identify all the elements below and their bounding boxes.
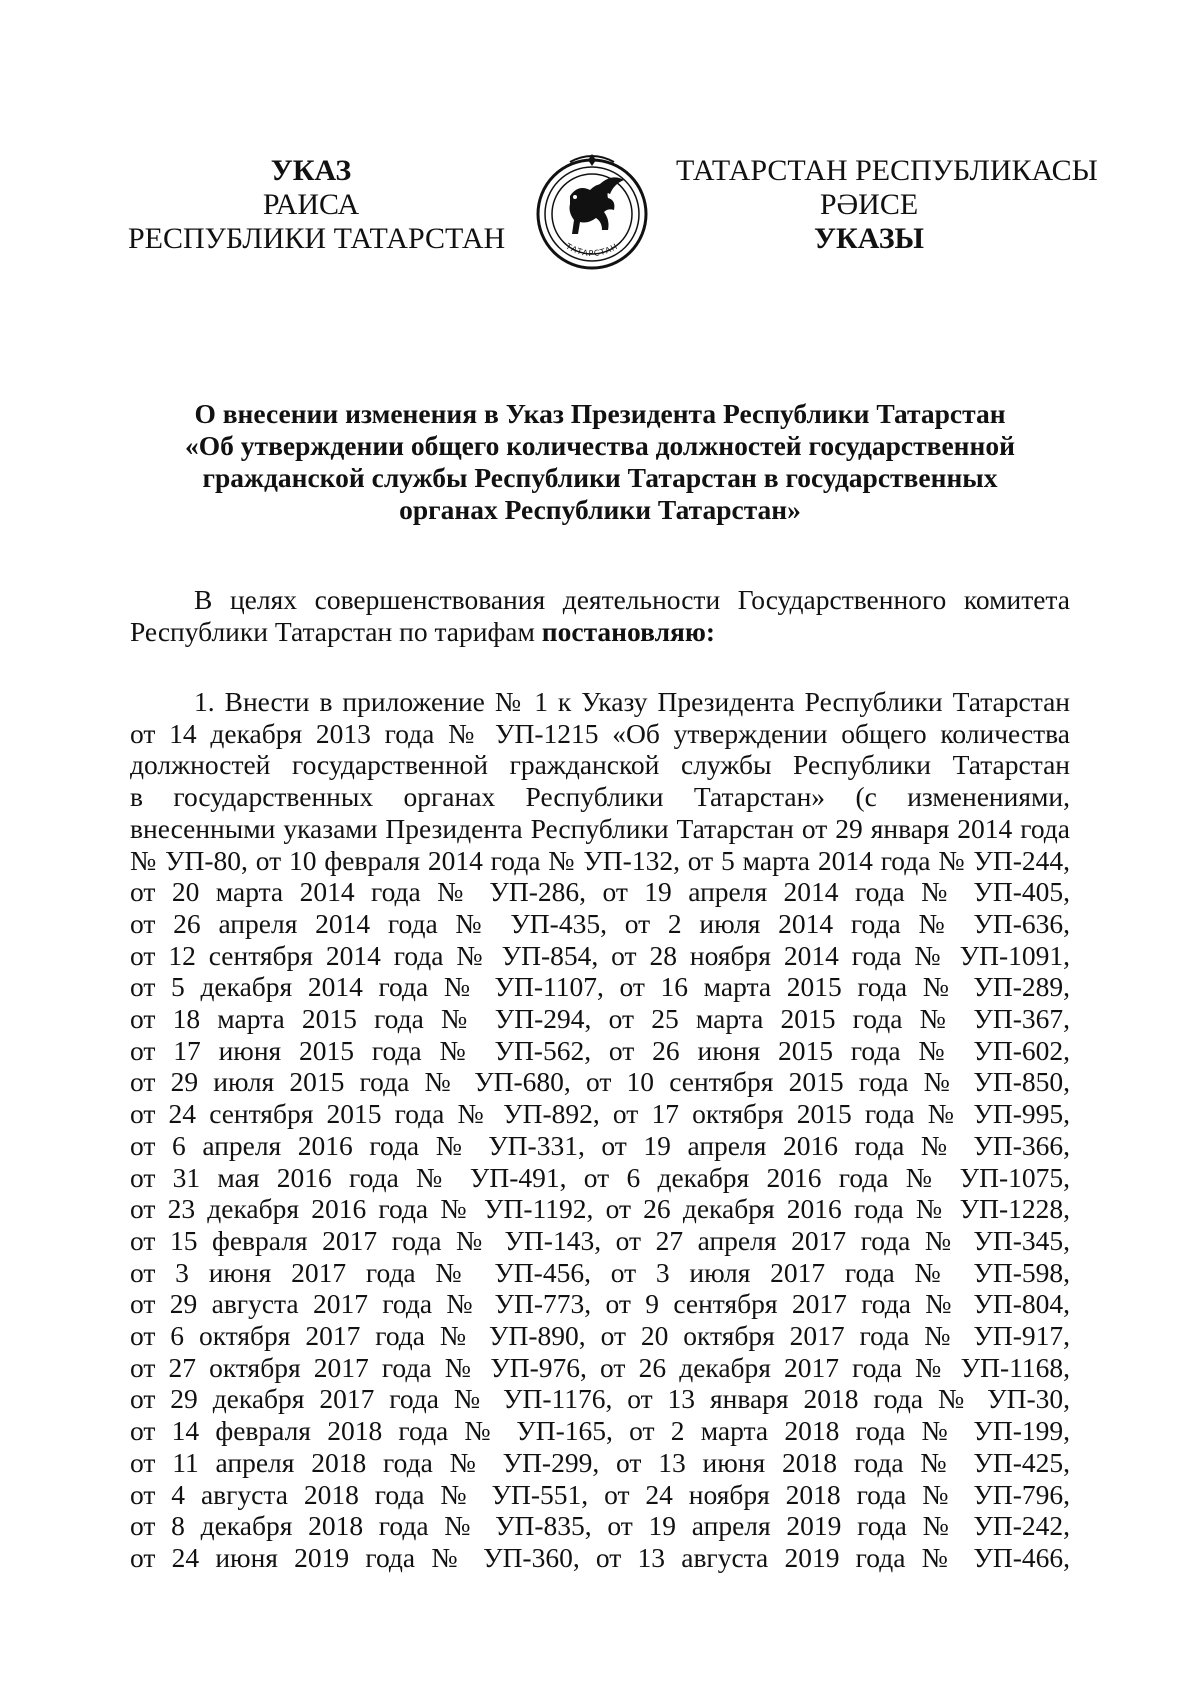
svg-text:ТАТАРСТАН: [563, 241, 619, 258]
clause-line: от 8 декабря 2018 года № УП-835, от 19 апреля 2019 года № УП-242,: [130, 1510, 1070, 1542]
clause-line: от 17 июня 2015 года № УП-562, от 26 июня 2015 года № УП-602,: [130, 1034, 1070, 1066]
clause-line: от 15 февраля 2017 года № УП-143, от 27 апреля 2017 года № УП-345,: [130, 1224, 1070, 1256]
clause-line: от 18 марта 2015 года № УП-294, от 25 марта 2015 года № УП-367,: [130, 1003, 1070, 1035]
header-left-line-2: РАИСА: [262, 188, 360, 221]
clause-line: от 27 октября 2017 года № УП-976, от 26 декабря 2017 года № УП-1168,: [130, 1351, 1070, 1383]
resolution-word: постановляю:: [541, 615, 716, 647]
header-left-russian: [128, 154, 506, 256]
clause-line: внесенными указами Президента Республики Татарстан от 29 января 2014 года: [130, 812, 1070, 844]
header-right-line-2: РӘИСЕ: [819, 188, 919, 221]
preamble-paragraph: [130, 584, 1070, 647]
preamble-line-1: В целях совершенствования деятельности Государственного комитета: [194, 584, 1070, 615]
title-line: О внесении изменения в Указ Президента Республики Татарстан: [194, 398, 1006, 429]
header-right-line-1: ТАТАРСТАН РЕСПУБЛИКАСЫ: [676, 154, 1098, 187]
decree-header: [0, 150, 1200, 260]
clause-line: от 11 апреля 2018 года № УП-299, от 13 июня 2018 года № УП-425,: [130, 1446, 1070, 1478]
preamble-text: Республики Татарстан по тарифам: [130, 615, 542, 647]
clause-line: от 31 мая 2016 года № УП-491, от 6 декабря 2016 года № УП-1075,: [130, 1161, 1070, 1193]
clause-line: 1. Внести в приложение № 1 к Указу Президента Республики Татарстан: [194, 686, 1070, 717]
clause-line: от 5 декабря 2014 года № УП-1107, от 16 марта 2015 года № УП-289,: [130, 971, 1070, 1003]
clause-line: от 12 сентября 2014 года № УП-854, от 28 ноября 2014 года № УП-1091,: [130, 939, 1070, 971]
clause-line: от 26 апреля 2014 года № УП-435, от 2 июля 2014 года № УП-636,: [130, 907, 1070, 939]
header-right-line-3: УКАЗЫ: [814, 222, 924, 255]
header-right-tatar: [676, 154, 1098, 256]
clause-line: должностей государственной гражданской службы Республики Татарстан: [130, 749, 1070, 781]
clause-line: от 14 декабря 2013 года № УП-1215 «Об утверждении общего количества: [130, 717, 1070, 749]
coat-of-arms-emblem: [530, 150, 654, 274]
clause-line: от 6 октября 2017 года № УП-890, от 20 октября 2017 года № УП-917,: [130, 1320, 1070, 1352]
preamble-line-2: [130, 616, 1070, 648]
clause-line: от 29 июля 2015 года № УП-680, от 10 сентября 2015 года № УП-850,: [130, 1066, 1070, 1098]
clause-line: от 3 июня 2017 года № УП-456, от 3 июля 2017 года № УП-598,: [130, 1256, 1070, 1288]
title-line: «Об утверждении общего количества должностей государственной: [185, 430, 1015, 461]
title-line: органах Республики Татарстан»: [399, 494, 801, 525]
clause-line: от 24 июня 2019 года № УП-360, от 13 августа 2019 года № УП-466,: [130, 1541, 1070, 1573]
clause-line: в государственных органах Республики Татарстан» (с изменениями,: [130, 781, 1070, 813]
clause-line: № УП-80, от 10 февраля 2014 года № УП-132, от 5 марта 2014 года № УП-244,: [130, 844, 1070, 876]
title-line: гражданской службы Республики Татарстан в государственных: [202, 462, 998, 493]
clause-line: от 29 августа 2017 года № УП-773, от 9 сентября 2017 года № УП-804,: [130, 1288, 1070, 1320]
header-left-line-3: РЕСПУБЛИКИ ТАТАРСТАН: [128, 222, 506, 255]
clause-line: от 20 марта 2014 года № УП-286, от 19 апреля 2014 года № УП-405,: [130, 876, 1070, 908]
header-left-line-1: УКАЗ: [270, 154, 352, 187]
clause-line: от 24 сентября 2015 года № УП-892, от 17 октября 2015 года № УП-995,: [130, 1098, 1070, 1130]
emblem-lettering: ТАТАРСТАН: [564, 241, 620, 259]
clause-1-paragraph: [130, 686, 1070, 1574]
clause-line: от 14 февраля 2018 года № УП-165, от 2 марта 2018 года № УП-199,: [130, 1415, 1070, 1447]
clause-line: от 6 апреля 2016 года № УП-331, от 19 апреля 2016 года № УП-366,: [130, 1129, 1070, 1161]
document-title: [130, 398, 1070, 526]
clause-line: от 23 декабря 2016 года № УП-1192, от 26 декабря 2016 года № УП-1228,: [130, 1193, 1070, 1225]
clause-line: от 4 августа 2018 года № УП-551, от 24 ноября 2018 года № УП-796,: [130, 1478, 1070, 1510]
clause-line: от 29 декабря 2017 года № УП-1176, от 13 января 2018 года № УП-30,: [130, 1383, 1070, 1415]
